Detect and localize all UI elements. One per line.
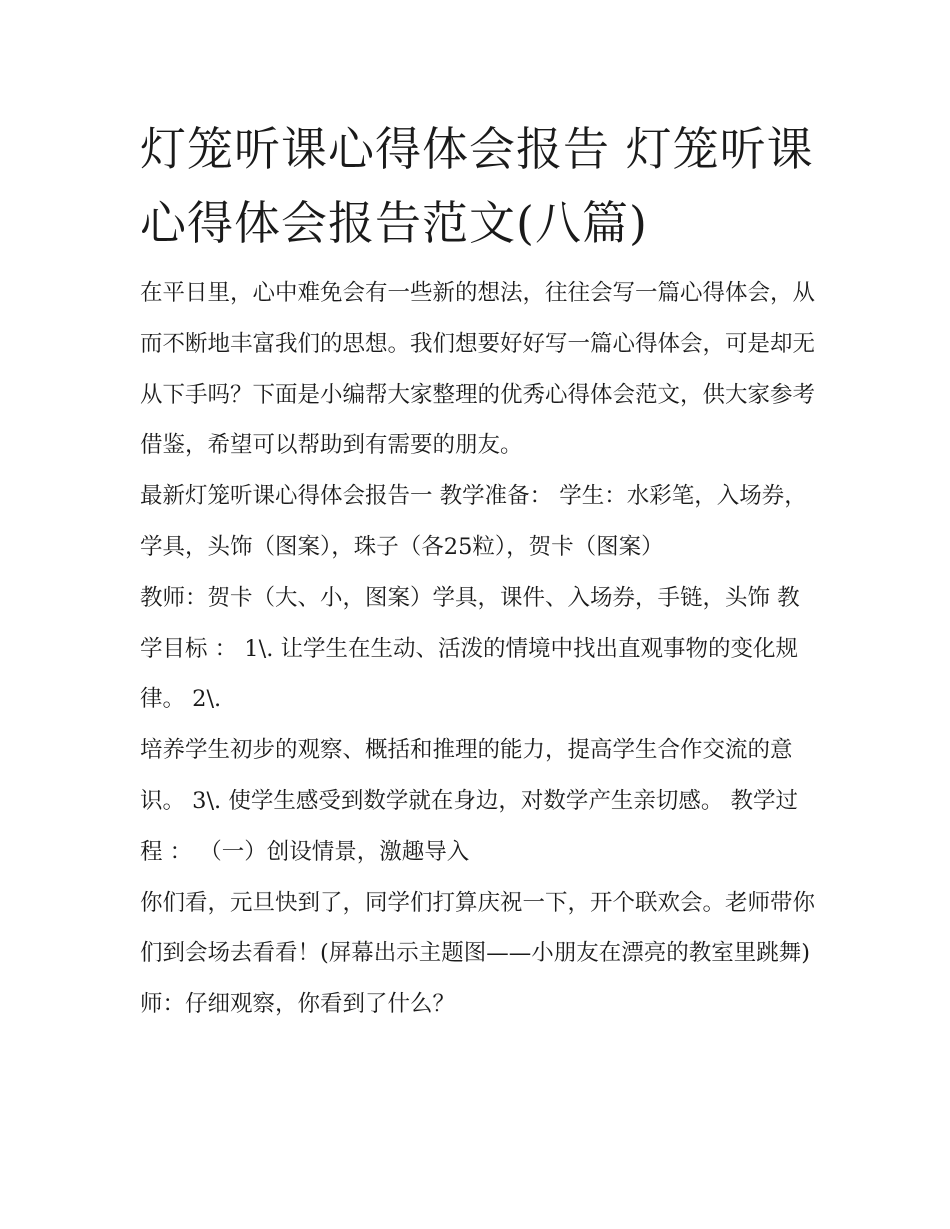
paragraph-goals-process: 培养学生初步的观察、概括和推理的能力，提高学生合作交流的意识。 3\. 使学生感受到数学就在身边，对数学产生亲切感。 教学过程 ： （一）创设情景，激趣导入 xyxy=(140,737,799,865)
document-title: 灯笼听课心得体会报告 灯笼听课心得体会报告范文(八篇) xyxy=(140,122,814,250)
paragraph-teacher-goals: 教师：贺卡（大、小，图案）学具，课件、入场券，手链，头饰 教学目标 ： 1\. 让学生在生动、活泼的情境中找出直观事物的变化规律。 2\. xyxy=(140,584,800,713)
paragraph-intro: 在平日里，心中难免会有一些新的想法，往往会写一篇心得体会，从而不断地丰富我们的思想。我们想要好好写一篇心得体会，可是却无从下手吗？下面是小编帮大家整理的优秀心得体会范文，供大家参考借鉴，希望可以帮助到有需要的朋友。 xyxy=(140,280,816,459)
paragraph-preparation: 最新灯笼听课心得体会报告一 教学准备： 学生：水彩笔，入场券，学具，头饰（图案），珠子（各25粒），贺卡（图案） xyxy=(140,483,807,560)
document-page xyxy=(140,112,820,1030)
document-body xyxy=(140,268,820,1030)
paragraph-intro-scene: 你们看，元旦快到了，同学们打算庆祝一下，开个联欢会。老师带你们到会场去看看！(屏幕出示主题图——小朋友在漂亮的教室里跳舞) 师：仔细观察，你看到了什么？ xyxy=(140,889,816,1018)
